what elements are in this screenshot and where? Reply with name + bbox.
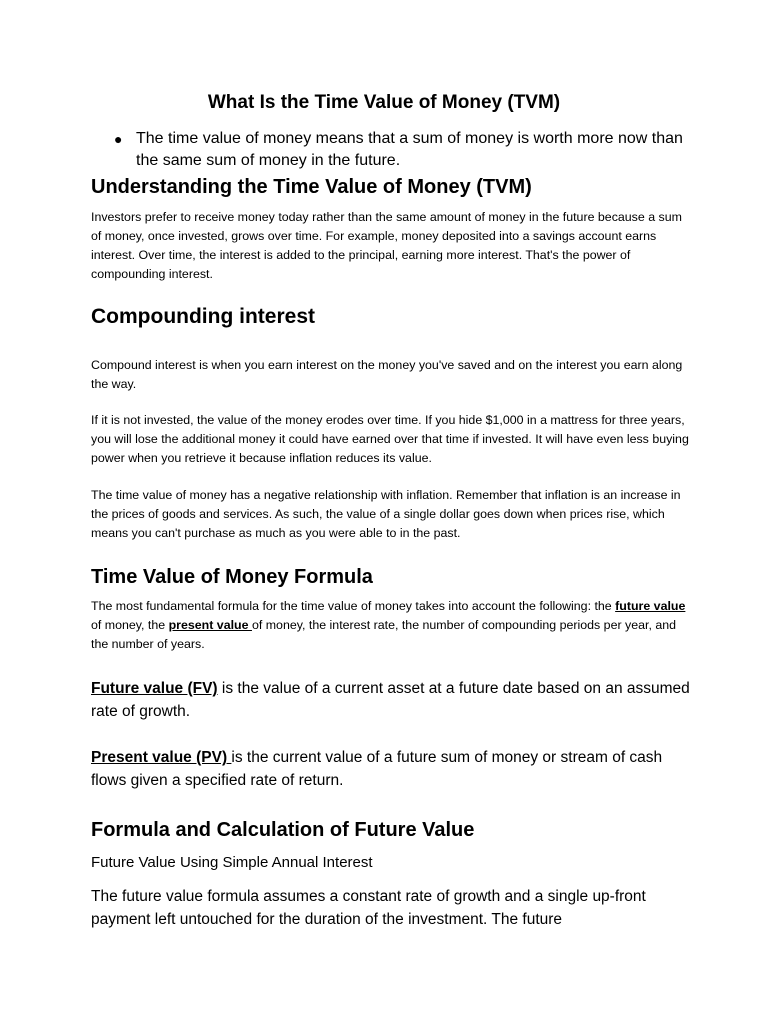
calculation-paragraph: The future value formula assumes a constant rate of growth and a single up-front payment left untouched for the duration of the investment. The future	[91, 888, 646, 928]
calculation-subheading: Future Value Using Simple Annual Interest	[91, 854, 373, 871]
future-value-link[interactable]: future value	[615, 599, 686, 613]
compounding-paragraph-1: Compound interest is when you earn interest on the money you've saved and on the interest you earn along the way.	[91, 358, 683, 391]
formula-heading: Time Value of Money Formula	[91, 566, 373, 588]
compounding-paragraph-3: The time value of money has a negative relationship with inflation. Remember that inflation is an increase in the prices of goods and services. As such, the value of a single dollar goes down when prices rise, which means you can't purchase as much as you were able to in the past.	[91, 488, 681, 540]
understanding-paragraph: Investors prefer to receive money today rather than the same amount of money in the future because a sum of money, once invested, grows over time. For example, money deposited into a savings account earns interest. Over time, the interest is added to the principal, earning more interest. That's the power of compounding interest.	[91, 210, 682, 281]
compounding-heading: Compounding interest	[91, 305, 315, 328]
calculation-heading: Formula and Calculation of Future Value	[91, 819, 475, 841]
list-item	[90, 128, 690, 172]
bullet-icon: ●	[114, 131, 123, 147]
bullet-list	[90, 128, 690, 172]
future-value-term-link[interactable]: Future value (FV)	[91, 680, 218, 697]
formula-text-mid: of money, the	[91, 618, 169, 632]
formula-paragraph	[91, 597, 691, 654]
future-value-definition-text: is the value of a current asset at a future date based on an assumed rate of growth.	[91, 680, 690, 720]
present-value-definition	[91, 746, 691, 792]
formula-text-pre: The most fundamental formula for the time value of money takes into account the following: the	[91, 599, 616, 613]
understanding-heading: Understanding the Time Value of Money (TVM)	[91, 176, 532, 198]
present-value-term-link[interactable]: Present value (PV)	[91, 749, 232, 766]
page-title: What Is the Time Value of Money (TVM)	[207, 92, 561, 113]
present-value-link[interactable]: present value	[168, 618, 252, 632]
compounding-paragraph-2: If it is not invested, the value of the money erodes over time. If you hide $1,000 in a mattress for three years, you will lose the additional money it could have earned over that time if invested. It will have even less buying power when you retrieve it because inflation reduces its value.	[91, 413, 689, 465]
future-value-definition	[91, 677, 691, 723]
formula-text-post: of money, the interest rate, the number of compounding periods per year, and the number of years.	[91, 618, 677, 651]
bullet-text: The time value of money means that a sum of money is worth more now than the same sum of money in the future.	[136, 130, 683, 169]
present-value-definition-text: is the current value of a future sum of money or stream of cash flows given a specified rate of return.	[91, 749, 663, 789]
